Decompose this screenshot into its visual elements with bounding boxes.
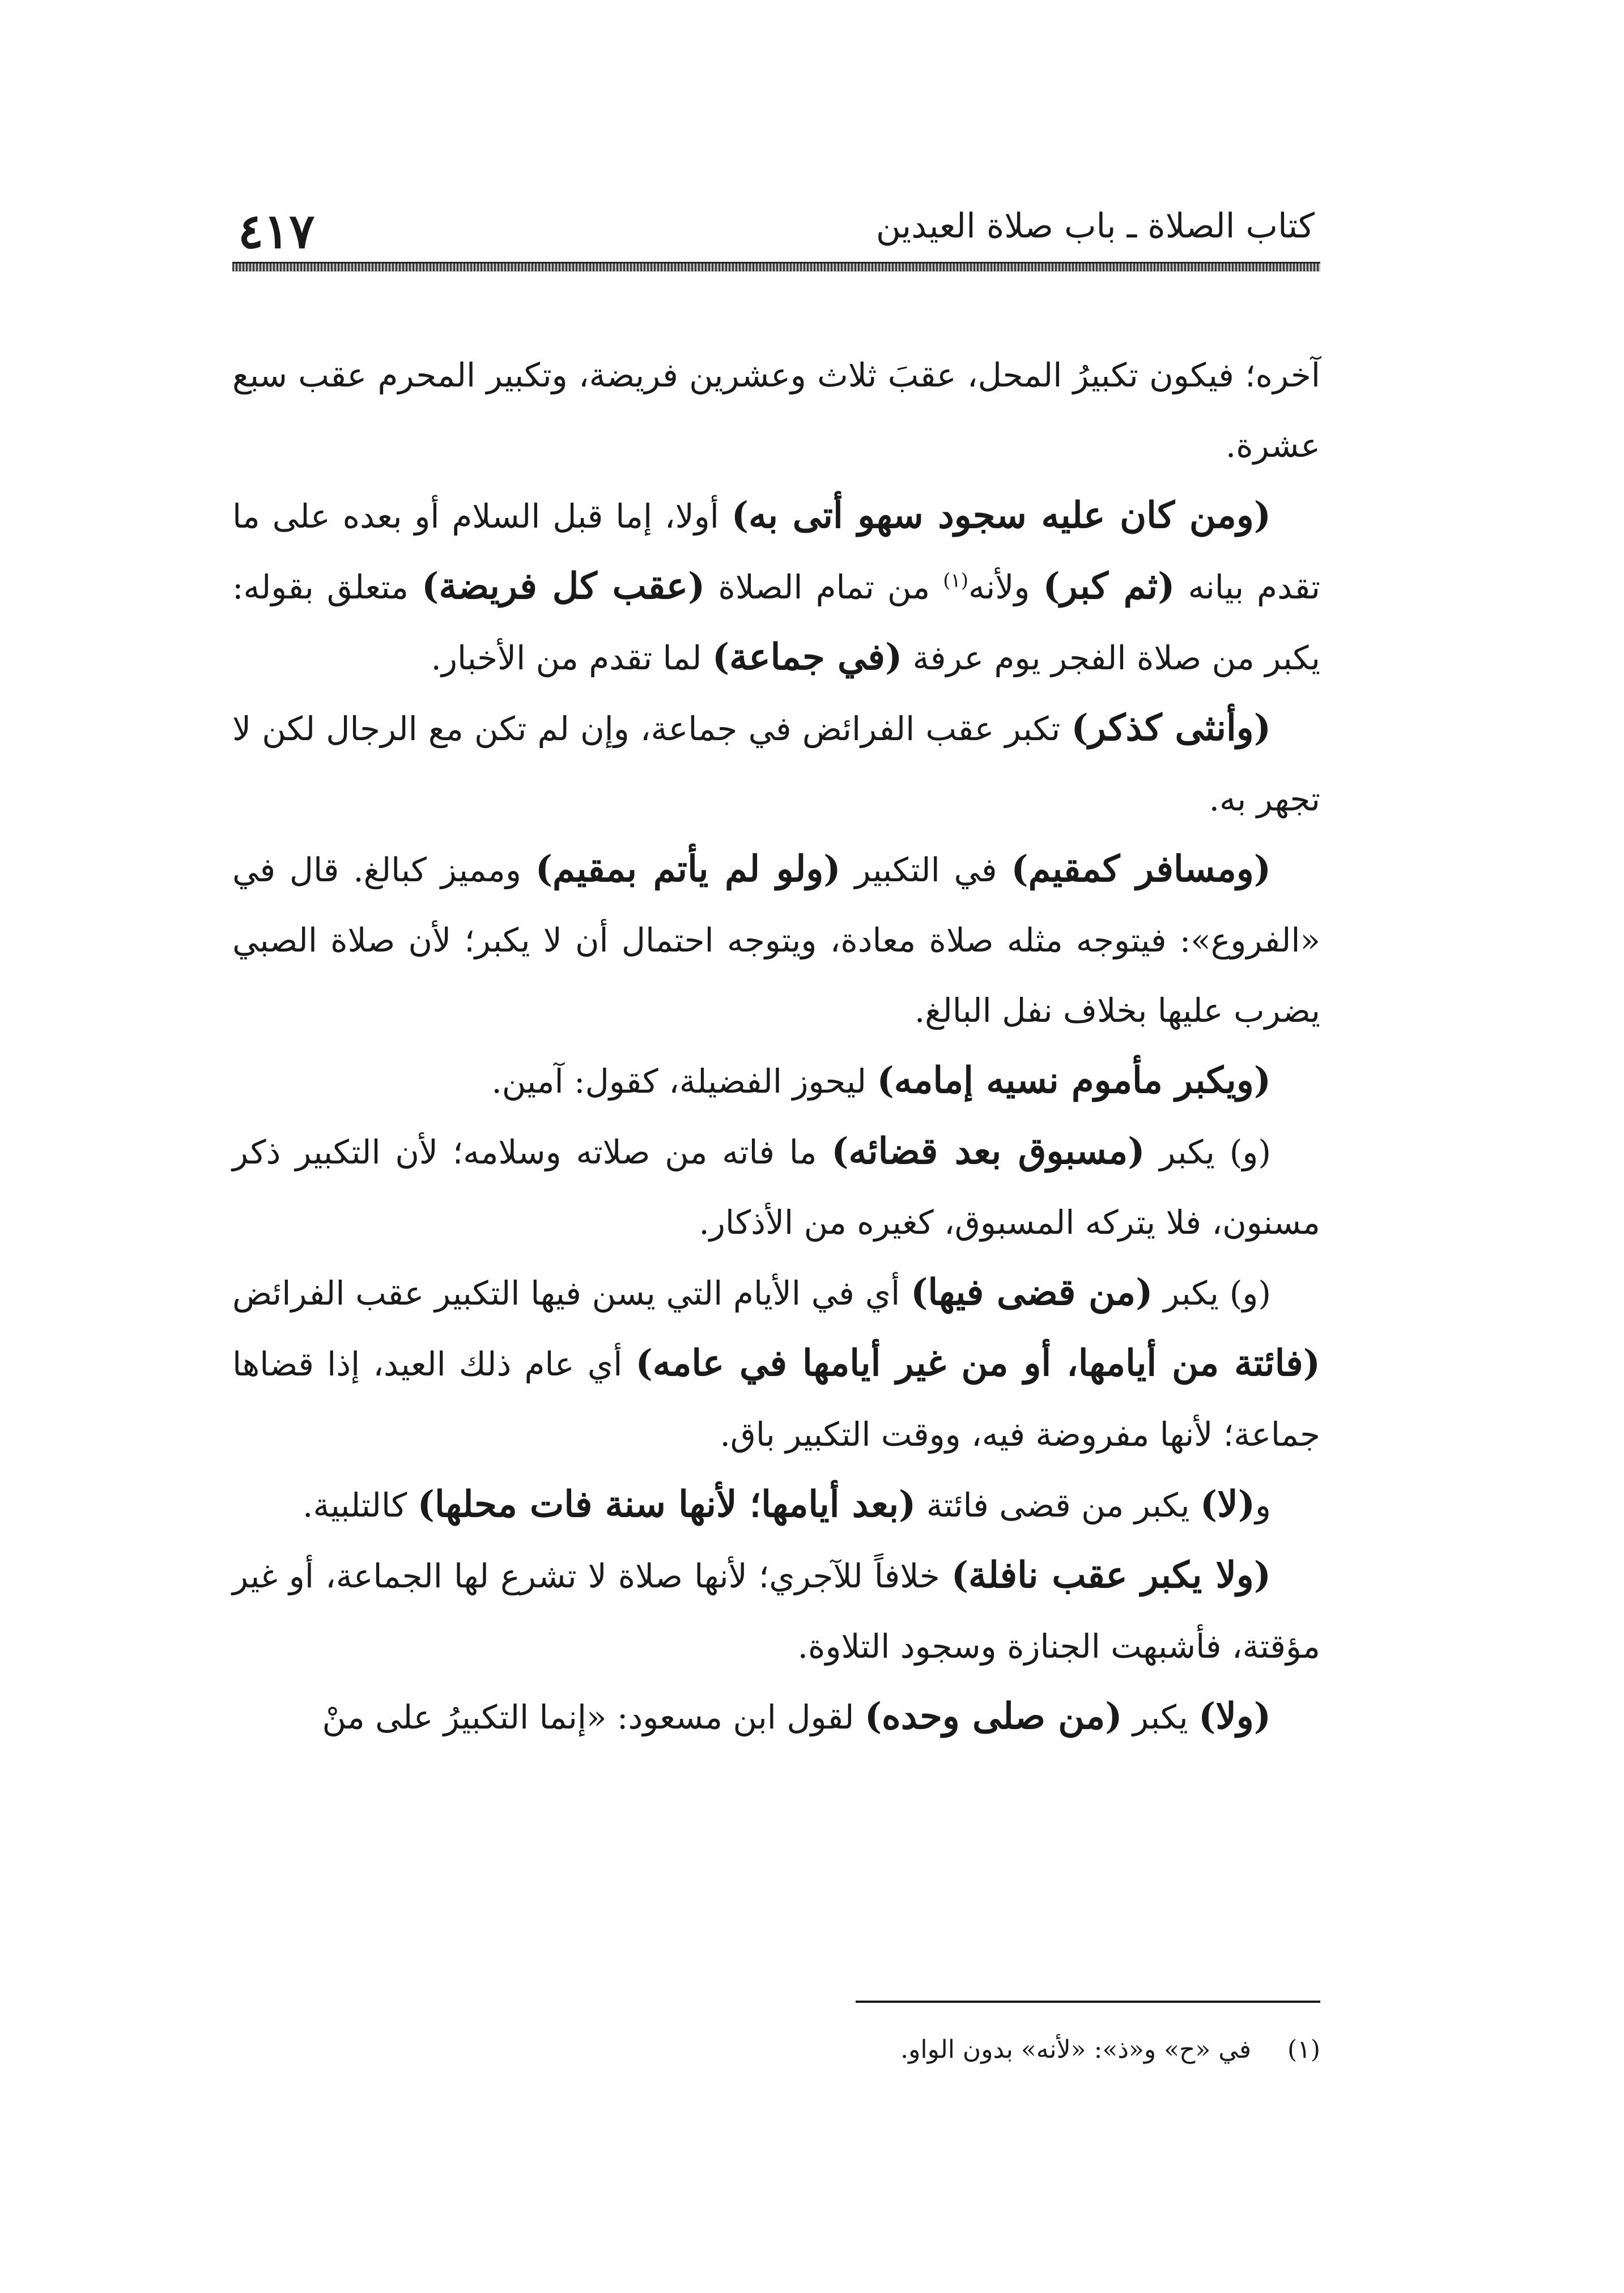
running-head bbox=[238, 203, 1315, 260]
footnote-number: (١) bbox=[1287, 2035, 1320, 2064]
header-divider bbox=[232, 262, 1320, 271]
paragraph-3: (وأنثى كذكر) تكبر عقب الفرائض في جماعة، وإن لم تكن مع الرجال لكن لا تجهر به. bbox=[232, 707, 1320, 818]
footnote-marker: (١) bbox=[943, 569, 969, 592]
paragraph-7: (و) يكبر (من قضى فيها) أي في الأيام التي يسن فيها التكبير عقب الفرائض (فائتة من أيامها، أو من غير أيامها في عامه) أي عام ذلك العيد، إذا قضاها جماعة؛ لأنها مفروضة فيه، ووقت التكبير باق. bbox=[232, 1271, 1320, 1454]
paragraph-10: (ولا) يكبر (من صلى وحده) لقول ابن مسعود: «إنما التكبيرُ على منْ bbox=[322, 1695, 1271, 1738]
paragraph-6: (و) يكبر (مسبوق بعد قضائه) ما فاته من صلاته وسلامه؛ لأن التكبير ذكر مسنون، فلا يتركه المسبوق، كغيره من الأذكار. bbox=[232, 1130, 1320, 1242]
page-number: ٤١٧ bbox=[238, 203, 315, 259]
paragraph-1: آخره؛ فيكون تكبيرُ المحل، عقبَ ثلاث وعشرين فريضة، وتكبير المحرم عقب سبع عشرة. bbox=[232, 356, 1320, 465]
paragraph-9: (ولا يكبر عقب نافلة) خلافاً للآجري؛ لأنها صلاة لا تشرع لها الجماعة، أو غير مؤقتة، فأشبهت الجنازة وسجود التلاوة. bbox=[232, 1554, 1320, 1666]
paragraph-2: (ومن كان عليه سجود سهو أتى به) أولا، إما قبل السلام أو بعده على ما تقدم بيانه (ثم كبر) ولأنه$^{(١)}$ من تمام الصلاة (عقب كل فريضة) متعلق بقوله: يكبر من صلاة الفجر يوم عرفة (في جماعة) لما تقدم من الأخبار. bbox=[232, 494, 1321, 678]
paragraph-4: (ومسافر كمقيم) في التكبير (ولو لم يأتم بمقيم) ومميز كبالغ. قال في «الفروع»: فيتوجه مثله صلاة معادة، ويتوجه احتمال أن لا يكبر؛ لأن صلاة الصبي يضرب عليها بخلاف نفل البالغ. bbox=[232, 848, 1320, 1030]
footnote bbox=[300, 2032, 1320, 2068]
footnote-text: في «ح» و«ذ»: «لأنه» بدون الواو. bbox=[900, 2035, 1252, 2064]
chapter-title: كتاب الصلاة ـ باب صلاة العيدين bbox=[875, 206, 1315, 246]
main-text bbox=[232, 340, 1320, 1752]
paragraph-5: (ويكبر مأموم نسيه إمامه) ليحوز الفضيلة، كقول: آمين. bbox=[491, 1059, 1271, 1102]
paragraph-8: و(لا) يكبر من قضى فائتة (بعد أيامها؛ لأنها سنة فات محلها) كالتلبية. bbox=[303, 1483, 1271, 1526]
footnote-divider bbox=[856, 2001, 1320, 2003]
